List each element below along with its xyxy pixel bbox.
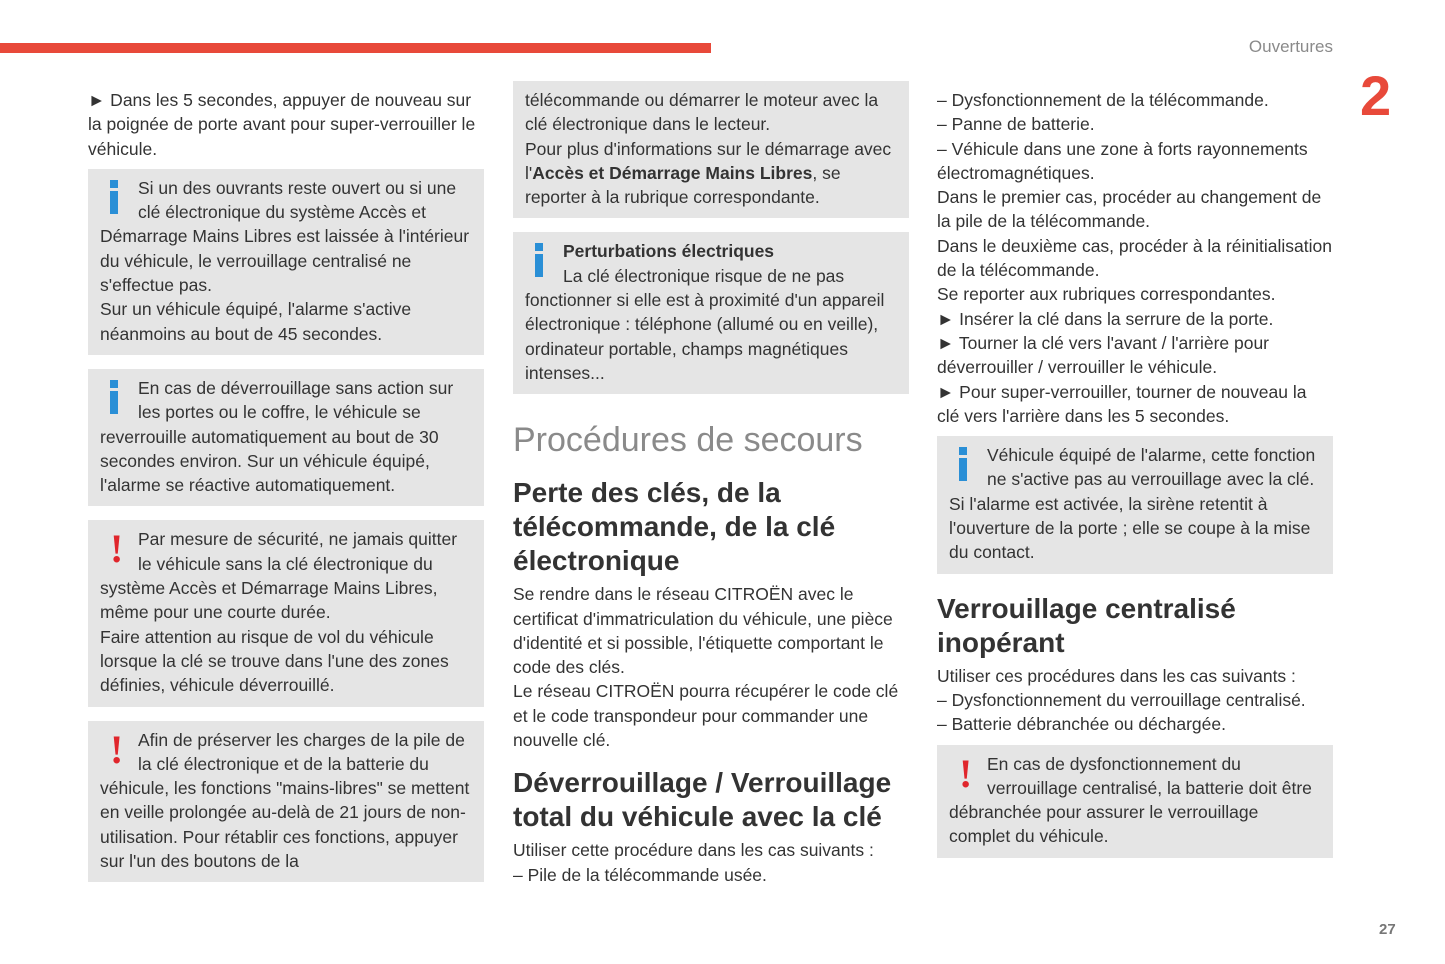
section-title: Procédures de secours [513, 421, 863, 460]
warning-box [937, 745, 1333, 858]
column-3 [937, 88, 1333, 872]
warning-box [88, 721, 484, 883]
paragraph: Le réseau CITROËN pourra récupérer le code clé et le code transpondeur pour commander une nouvelle clé. [513, 681, 899, 751]
warning-box [88, 520, 484, 706]
paragraph: ► Dans les 5 secondes, appuyer de nouveau sur la poignée de porte avant pour super-verrouiller le véhicule. [88, 90, 476, 159]
paragraph: Utiliser ces procédures dans les cas suivants : [937, 665, 1296, 686]
list-item: – Dysfonctionnement du verrouillage centralisé. [937, 689, 1306, 710]
info-box [937, 436, 1333, 573]
info-text: En cas de déverrouillage sans action sur les portes ou le coffre, le véhicule se reverrouille automatiquement au bout de 30 secondes environ. Sur un véhicule équipé, l'alarme se réactive automatiquement. [100, 377, 454, 496]
info-text: Si l'alarme est activée, la sirène retentit à l'ouverture de la porte ; elle se coupe à la mise du contact. [949, 493, 1311, 563]
list-item: – Batterie débranchée ou déchargée. [937, 714, 1226, 735]
list-item: – Dysfonctionnement de la télécommande. [937, 90, 1269, 110]
info-icon [109, 180, 119, 214]
list-item: – Panne de batterie. [937, 114, 1095, 135]
info-icon [109, 380, 119, 414]
column-1 [88, 88, 484, 896]
warning-text: Par mesure de sécurité, ne jamais quitter le véhicule sans la clé électronique du système Accès et Démarrage Mains Libres, même pour une courte durée. [100, 529, 458, 623]
warning-icon: ! [959, 750, 973, 796]
info-text: télécommande ou démarrer le moteur avec la clé électronique dans le lecteur. [525, 90, 879, 135]
warning-text: Afin de préserver les charges de la pile de la clé électronique et de la batterie du véhicule, les fonctions "mains-libres" se mettent en veille prolongée au-delà de 21 jours de non-utilisation. Pour rétablir ces fonctions, appuyer sur l'un des boutons de la [100, 729, 470, 872]
warning-text: En cas de dysfonctionnement du verrouillage centralisé, la batterie doit être débranchée pour assurer le verrouillage complet du véhicule. [949, 753, 1312, 847]
info-text: La clé électronique risque de ne pas fonctionner si elle est à proximité d'un appareil électronique : téléphone (allumé ou en veille), ordinateur portable, champs magnétiques intenses... [525, 265, 885, 383]
paragraph: Dans le deuxième cas, procéder à la réinitialisation de la télécommande. [937, 235, 1332, 281]
info-icon [958, 447, 968, 481]
paragraph: Se reporter aux rubriques correspondantes. [937, 284, 1276, 305]
warning-icon: ! [110, 526, 124, 572]
chapter-number: 2 [1360, 64, 1392, 127]
header-accent-bar [0, 43, 711, 53]
info-title: Perturbations électriques [563, 241, 775, 262]
paragraph: Dans le premier cas, procéder au changement de la pile de la télécommande. [937, 187, 1322, 232]
page-number: 27 [1379, 921, 1396, 938]
warning-text: Faire attention au risque de vol du véhicule lorsque la clé se trouve dans l'une des zones définies, véhicule déverrouillé. [100, 626, 449, 696]
list-item: – Pile de la télécommande usée. [513, 864, 767, 885]
paragraph: Utiliser cette procédure dans les cas suivants : [513, 840, 874, 861]
info-box [513, 232, 909, 394]
paragraph: Se rendre dans le réseau CITROËN avec le certificat d'immatriculation du véhicule, une pièce d'identité et si possible, l'étiquette comportant le code des clés. [513, 584, 893, 678]
info-text: Pour plus d'informations sur le démarrage avec l'Accès et Démarrage Mains Libres, se reporter à la rubrique correspondante. [525, 138, 892, 208]
step: ► Tourner la clé vers l'avant / l'arrière pour déverrouiller / verrouiller le véhicule. [937, 332, 1270, 378]
subsection-title: Verrouillage centralisé inopérant [937, 592, 1236, 658]
subsection-title: Déverrouillage / Verrouillage total du véhicule avec la clé [513, 767, 892, 833]
info-text: Sur un véhicule équipé, l'alarme s'active néanmoins au bout de 45 secondes. [100, 299, 412, 344]
list-item: – Véhicule dans une zone à forts rayonnements électromagnétiques. [937, 138, 1308, 183]
info-icon [534, 243, 544, 277]
column-2 [513, 81, 909, 887]
warning-icon: ! [110, 726, 124, 772]
section-label: Ouvertures [1248, 37, 1333, 56]
step: ► Pour super-verrouiller, tourner de nouveau la clé vers l'arrière dans les 5 secondes. [937, 381, 1307, 426]
info-text: Si un des ouvrants reste ouvert ou si une clé électronique du système Accès et Démarrage Mains Libres est laissée à l'intérieur du véhicule, le verrouillage centralisé ne s'effectue pas. [100, 177, 470, 296]
info-box-continued [513, 81, 909, 218]
info-text: Véhicule équipé de l'alarme, cette fonction ne s'active pas au verrouillage avec la clé. [987, 445, 1316, 490]
subsection-title: Perte des clés, de la télécommande, de la clé électronique [513, 477, 836, 577]
info-box [88, 169, 484, 355]
step: ► Insérer la clé dans la serrure de la porte. [937, 308, 1274, 329]
info-box [88, 369, 484, 506]
